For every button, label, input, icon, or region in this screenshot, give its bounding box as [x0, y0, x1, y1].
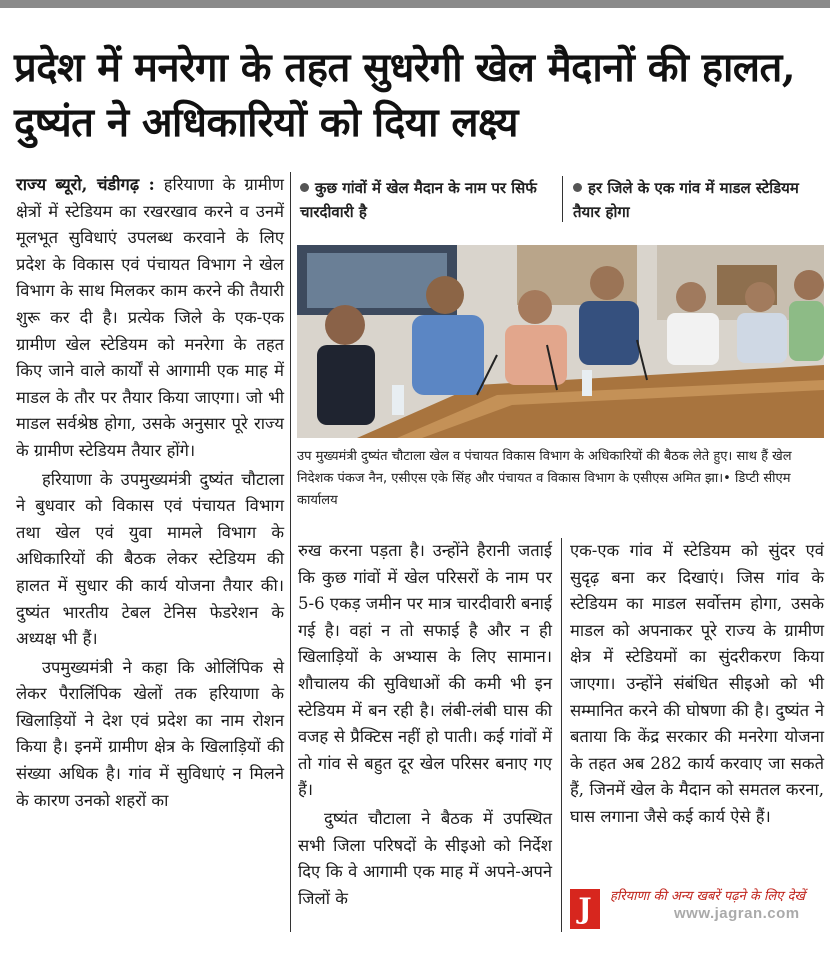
column-1	[16, 172, 284, 816]
highlight-2	[573, 176, 823, 224]
top-rule	[0, 0, 830, 8]
column-3	[570, 538, 824, 833]
column-divider-1	[290, 172, 291, 932]
column-2	[298, 538, 552, 914]
highlight-1	[300, 176, 550, 224]
photo-caption: उप मुख्यमंत्री दुष्यंत चौटाला खेल व पंचायत विकास विभाग के अधिकारियों की बैठक लेते हुए। साथ हैं खेल निदेशक पंकज नैन, एसीएस एके सिंह और पंचायत व विकास विभाग के एसीएस अमित झा।• डिप्टी सीएम कार्यालय	[297, 449, 792, 508]
promo-text: हरियाणा की अन्य खबरें पढ़ने के लिए देखें	[610, 889, 806, 904]
column-divider-2	[561, 538, 562, 932]
bullet-icon	[573, 183, 582, 192]
column-2-para-1: रुख करना पड़ता है। उन्होंने हैरानी जताई कि कुछ गांवों में खेल परिसरों के नाम पर 5-6 एकड़ जमीन पर मात्र चारदीवारी बनाई गई है। वहां न तो सफाई है और न ही खिलाड़ियों के अभ्यास के लिए सामान। शौचालय की सुविधाओं की कमी भी इन स्टेडियम में बन रही है। लंबी-लंबी घास की वजह से प्रैक्टिस नहीं हो पाती। कई गांवों में तो गांव से बहुत दूर खेल परिसर बनाए गए हैं।	[298, 541, 552, 800]
column-3-para-1: एक-एक गांव में स्टेडियम को सुंदर एवं सुदृढ़ बना कर दिखाएं। जिस गांव के स्टेडियम का माडल सर्वोत्तम होगा, उसके माडल को अपनाकर पूरे राज्य के ग्रामीण क्षेत्र में स्टेडियमों का सुंदरीकरण किया जाएगा। उन्होंने संबंधित सीइओ को भी सम्मानित करने की घोषणा की है। दुष्यंत ने बताया कि केंद्र सरकार की मनरेगा योजना के तहत अब 282 कार्य करवाए जा सकते हैं, जिनमें खेल के मैदान को समतल करना, घास लगाना जैसे कई कार्य ऐसे हैं।	[570, 541, 824, 826]
byline: राज्य ब्यूरो, चंडीगढ़ :	[16, 175, 155, 194]
highlight-2-text: हर जिले के एक गांव में माडल स्टेडियम तैयार होगा	[573, 179, 799, 221]
highlight-1-text: कुछ गांवों में खेल मैदान के नाम पर सिर्फ चारदीवारी है	[300, 179, 537, 221]
column-1-para-1	[16, 172, 284, 465]
meeting-photo	[297, 245, 824, 438]
promo-url[interactable]: www.jagran.com	[674, 905, 800, 922]
jagran-logo-icon: J	[570, 889, 600, 929]
headline: प्रदेश में मनरेगा के तहत सुधरेगी खेल मैदानों की हालत, दुष्यंत ने अधिकारियों को दिया लक्ष्य	[14, 44, 796, 146]
jagran-promo[interactable]	[570, 887, 824, 933]
bullet-icon	[300, 183, 309, 192]
column-2-para-2: दुष्यंत चौटाला ने बैठक में उपस्थित सभी जिला परिषदों के सीइओ को निर्देश दिए कि वे आगामी एक माह में अपने-अपने जिलों के	[298, 808, 552, 908]
column-1-text-1: हरियाणा के ग्रामीण क्षेत्रों में स्टेडियम का रखरखाव करने व उनमें मूलभूत सुविधाएं उपलब्ध करवाने के लिए प्रदेश के विकास एवं पंचायत विभाग ने खेल विभाग के साथ मिलकर काम करने की तैयारी शुरू कर दी है। प्रत्येक जिले के एक-एक ग्रामीण खेल स्टेडियम को मनरेगा के तहत किए जाने वाले कार्यों से आगामी एक माह में माडल के तौर पर तैयार किया जाएगा। जो भी माडल सर्वश्रेष्ठ होगा, उसके अनुसार पूरे राज्य के ग्रामीण स्टेडियम तैयार होंगे।	[16, 175, 284, 460]
highlight-divider	[562, 176, 563, 222]
column-1-para-2: हरियाणा के उपमुख्यमंत्री दुष्यंत चौटाला ने बुधवार को विकास एवं पंचायत विभाग तथा खेल एवं युवा मामले विभाग के अधिकारियों की बैठक लेकर स्टेडियम की हालत में सुधार की कार्य योजना तैयार की। दुष्यंत भारतीय टेबल टेनिस फेडरेशन के अध्यक्ष भी हैं।	[16, 469, 284, 649]
column-1-para-3: उपमुख्यमंत्री ने कहा कि ओलिंपिक से लेकर पैरालिंपिक खेलों तक हरियाणा के खिलाड़ियों ने देश एवं प्रदेश का नाम रोशन किया है। इनमें ग्रामीण क्षेत्र के खिलाड़ियों की संख्या अधिक है। गांव में सुविधाएं न मिलने के कारण उनको शहरों का	[16, 657, 284, 810]
